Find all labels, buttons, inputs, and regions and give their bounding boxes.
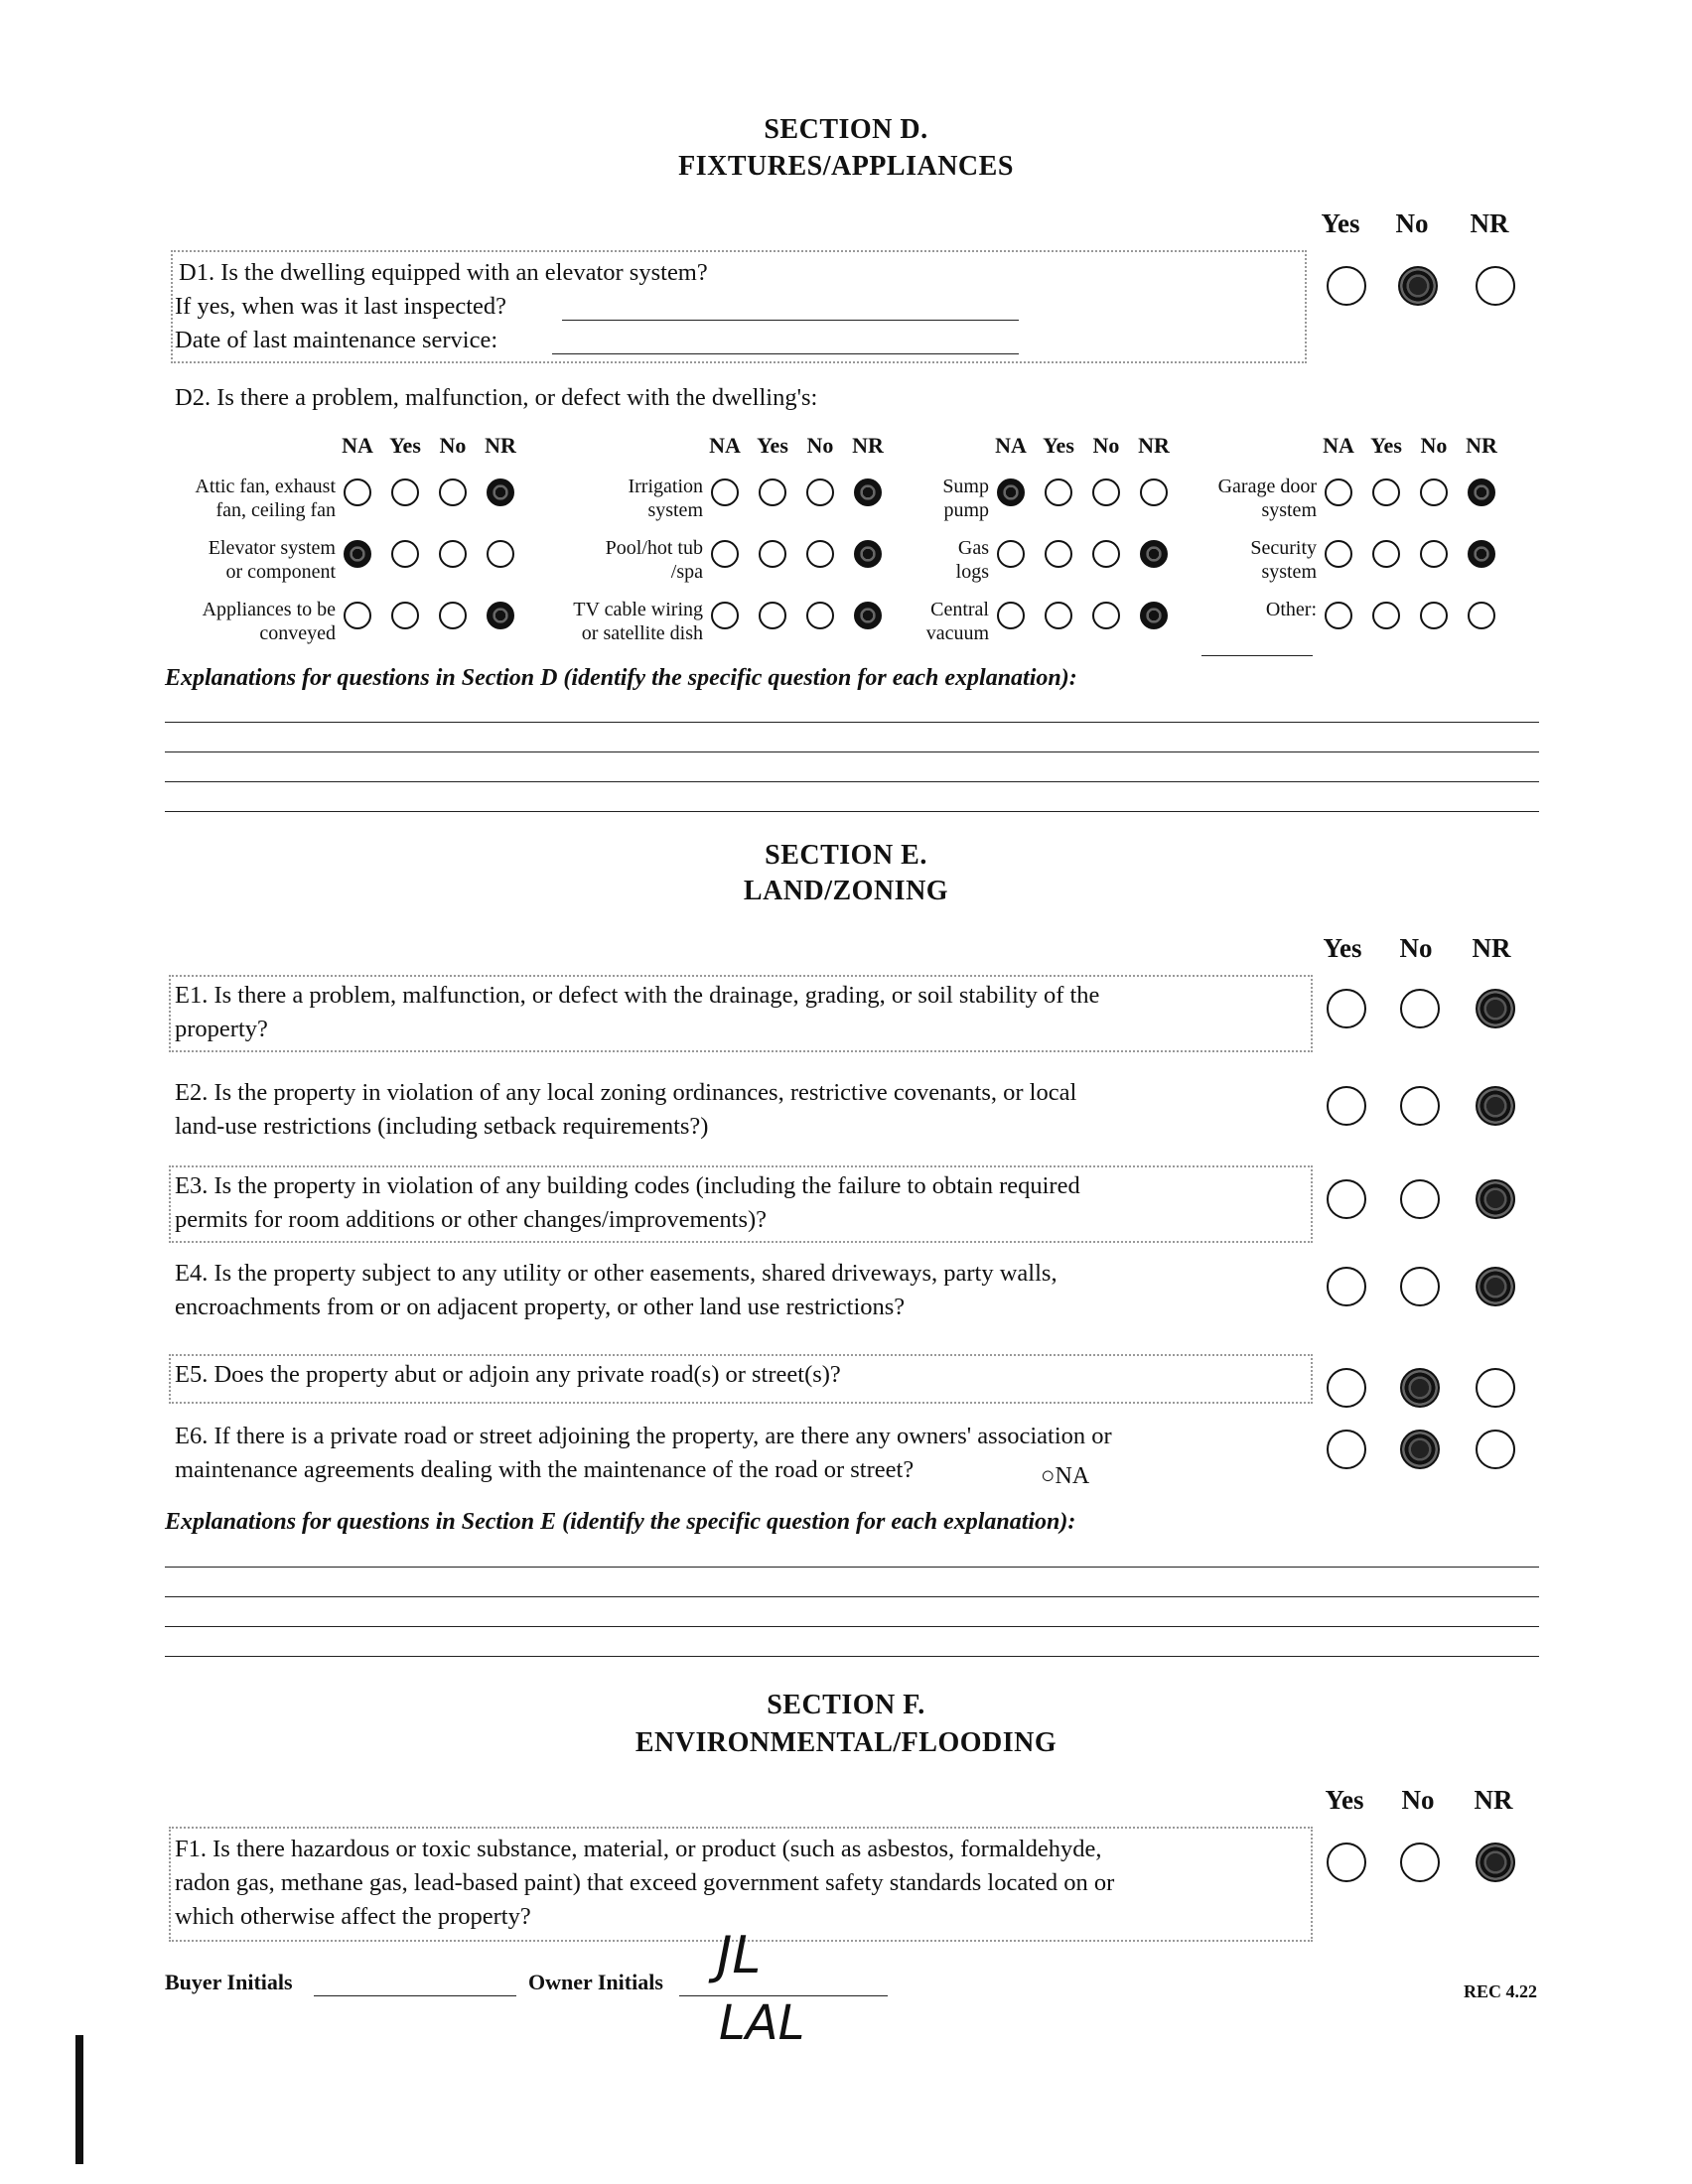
d2-item-yes-radio[interactable] <box>759 540 786 568</box>
d2-group3-no-header: No <box>1092 433 1120 458</box>
d2-item-na-radio[interactable] <box>1325 540 1352 568</box>
d2-item-label-line1: Appliances to be <box>202 599 336 620</box>
d2-item-no-radio[interactable] <box>1420 540 1448 568</box>
d2-item-no-radio[interactable] <box>1092 478 1120 506</box>
d2-group1-yes-header: Yes <box>389 433 421 458</box>
e1-yes-radio[interactable] <box>1327 989 1366 1028</box>
e1-question-line2: property? <box>175 1016 268 1042</box>
d2-group1-na-header: NA <box>342 433 373 458</box>
e5-nr-radio[interactable] <box>1476 1368 1515 1408</box>
d2-item-no-radio[interactable] <box>439 540 467 568</box>
owner-signature-1: JL <box>717 1926 762 1985</box>
e4-no-radio[interactable] <box>1400 1267 1440 1306</box>
d2-item-yes-radio[interactable] <box>759 478 786 506</box>
d2-item-no-radio[interactable] <box>1092 540 1120 568</box>
section-e-subtitle: LAND/ZONING <box>743 876 949 906</box>
buyer-initials-label: Buyer Initials <box>165 1970 293 1994</box>
f1-line-3: which otherwise affect the property? <box>175 1903 531 1930</box>
d1-inspected: If yes, when was it last inspected? <box>175 293 507 320</box>
f-col-nr: NR <box>1474 1785 1513 1815</box>
d2-item-na-radio[interactable] <box>711 540 739 568</box>
d2-item-na-radio[interactable] <box>1325 478 1352 506</box>
d1-no-radio[interactable] <box>1398 266 1438 306</box>
d2-item-no-radio[interactable] <box>439 602 467 629</box>
d2-item-yes-radio[interactable] <box>391 602 419 629</box>
d2-item-na-radio[interactable] <box>1325 602 1352 629</box>
d2-item-label <box>1118 536 1317 584</box>
e6-question-line1: E6. If there is a private road or street adjoining the property, are there any owners' association or <box>175 1423 1112 1449</box>
d2-item-label-line1: Irrigation <box>628 476 703 497</box>
e3-yes-radio[interactable] <box>1327 1179 1366 1219</box>
d2-item-yes-radio[interactable] <box>391 540 419 568</box>
e-col-yes: Yes <box>1323 933 1362 963</box>
other-line[interactable] <box>1201 655 1313 656</box>
d2-group3-yes-header: Yes <box>1043 433 1074 458</box>
d2-item-label-line1: Central <box>930 599 989 620</box>
d2-item-label-line1: Other: <box>1265 599 1317 620</box>
e-expl-line-2[interactable] <box>165 1596 1539 1597</box>
e-col-no: No <box>1399 933 1433 963</box>
d-explanations-label: Explanations for questions in Section D (identify the specific question for each explanation): <box>165 665 1077 691</box>
d2-item-label-line2: system <box>647 499 703 521</box>
d2-group4-na-header: NA <box>1323 433 1354 458</box>
d1-yes-radio[interactable] <box>1327 266 1366 306</box>
e4-yes-radio[interactable] <box>1327 1267 1366 1306</box>
d-col-no: No <box>1395 208 1429 238</box>
section-e-title: SECTION E. <box>765 840 927 871</box>
e6-question-line2: maintenance agreements dealing with the maintenance of the road or street? <box>175 1456 915 1483</box>
d2-item-na-radio[interactable] <box>344 540 371 568</box>
d2-item-label <box>790 536 989 584</box>
d2-group1-no-header: No <box>439 433 467 458</box>
margin-mark <box>75 2035 83 2164</box>
e4-question-line1: E4. Is the property subject to any utility or other easements, shared driveways, party walls, <box>175 1260 1058 1287</box>
d2-item-yes-radio[interactable] <box>1045 478 1072 506</box>
d2-item-nr-radio[interactable] <box>1468 478 1495 506</box>
d2-item-label-line2: /spa <box>670 561 703 583</box>
f1-no-radio[interactable] <box>1400 1843 1440 1882</box>
d2-item-label-line2: logs <box>955 561 989 583</box>
d2-item-yes-radio[interactable] <box>1045 602 1072 629</box>
f-col-no: No <box>1401 1785 1435 1815</box>
d2-group2-nr-header: NR <box>852 433 884 458</box>
e-col-nr: NR <box>1472 933 1511 963</box>
d2-item-label-line1: TV cable wiring <box>573 599 703 620</box>
f1-line-1: F1. Is there hazardous or toxic substance, material, or product (such as asbestos, formaldehyde, <box>175 1836 1102 1862</box>
d2-item-label <box>1118 598 1317 621</box>
d1-maintenance: Date of last maintenance service: <box>175 327 498 353</box>
e5-yes-radio[interactable] <box>1327 1368 1366 1408</box>
d2-item-na-radio[interactable] <box>997 478 1025 506</box>
e1-nr-radio[interactable] <box>1476 989 1515 1028</box>
e6-na-label: ○NA <box>1041 1463 1090 1489</box>
d2-item-label <box>1118 475 1317 522</box>
d2-group2-na-header: NA <box>709 433 741 458</box>
d2-group4-nr-header: NR <box>1466 433 1497 458</box>
d2-item-label-line1: Elevator system <box>208 537 336 559</box>
owner-signature-2: LAL <box>719 1995 805 2051</box>
section-d-title: SECTION D. <box>764 114 928 145</box>
d2-group3-na-header: NA <box>995 433 1027 458</box>
e4-nr-radio[interactable] <box>1476 1267 1515 1306</box>
e2-question-line1: E2. Is the property in violation of any local zoning ordinances, restrictive covenants, or local <box>175 1079 1077 1106</box>
d2-item-na-radio[interactable] <box>344 602 371 629</box>
buyer-initials-line[interactable] <box>314 1995 516 1996</box>
d2-item-label <box>504 475 703 522</box>
d2-item-label <box>790 475 989 522</box>
d-expl-line-4[interactable] <box>165 811 1539 812</box>
d2-item-label-line1: Attic fan, exhaust <box>195 476 336 497</box>
e3-question-line2: permits for room additions or other changes/improvements)? <box>175 1206 768 1233</box>
d1-maintenance-line[interactable] <box>552 353 1019 354</box>
owner-initials-label: Owner Initials <box>528 1970 663 1994</box>
d2-item-no-radio[interactable] <box>1420 602 1448 629</box>
d2-item-label <box>137 598 336 645</box>
e6-yes-radio[interactable] <box>1327 1430 1366 1469</box>
e1-question-line1: E1. Is there a problem, malfunction, or defect with the drainage, grading, or soil stability of the <box>175 982 1100 1009</box>
d-col-yes: Yes <box>1321 208 1360 238</box>
e-expl-line-4[interactable] <box>165 1656 1539 1657</box>
d2-group3-nr-header: NR <box>1138 433 1170 458</box>
e3-no-radio[interactable] <box>1400 1179 1440 1219</box>
d-expl-line-3[interactable] <box>165 781 1539 782</box>
d2-item-na-radio[interactable] <box>711 602 739 629</box>
d2-item-na-radio[interactable] <box>711 478 739 506</box>
d1-inspected-line[interactable] <box>562 320 1019 321</box>
e2-yes-radio[interactable] <box>1327 1086 1366 1126</box>
d1-question: D1. Is the dwelling equipped with an elevator system? <box>179 259 708 286</box>
d2-group4-yes-header: Yes <box>1370 433 1402 458</box>
d2-item-label-line2: or satellite dish <box>581 622 703 644</box>
d-col-nr: NR <box>1470 208 1509 238</box>
d2-item-yes-radio[interactable] <box>1372 478 1400 506</box>
e-expl-line-3[interactable] <box>165 1626 1539 1627</box>
d2-group2-no-header: No <box>806 433 834 458</box>
e6-no-radio[interactable] <box>1400 1430 1440 1469</box>
section-f-title: SECTION F. <box>767 1690 925 1720</box>
d2-item-na-radio[interactable] <box>997 540 1025 568</box>
d2-item-label-line2: conveyed <box>259 622 336 644</box>
d-expl-line-2[interactable] <box>165 751 1539 752</box>
d2-item-na-radio[interactable] <box>344 478 371 506</box>
e-expl-line-1[interactable] <box>165 1567 1539 1568</box>
e3-nr-radio[interactable] <box>1476 1179 1515 1219</box>
f-col-yes: Yes <box>1325 1785 1364 1815</box>
e2-nr-radio[interactable] <box>1476 1086 1515 1126</box>
e2-no-radio[interactable] <box>1400 1086 1440 1126</box>
d2-item-label-line1: Pool/hot tub <box>605 537 703 559</box>
d2-item-label-line2: vacuum <box>925 622 989 644</box>
e3-question-line1: E3. Is the property in violation of any building codes (including the failure to obtain required <box>175 1172 1080 1199</box>
d2-item-label-line1: Sump <box>942 476 989 497</box>
e1-no-radio[interactable] <box>1400 989 1440 1028</box>
d2-item-label-line1: Gas <box>957 537 989 559</box>
e5-question-line1: E5. Does the property abut or adjoin any private road(s) or street(s)? <box>175 1361 841 1388</box>
d2-item-label-line2: system <box>1261 561 1317 583</box>
d2-question: D2. Is there a problem, malfunction, or defect with the dwelling's: <box>175 384 818 411</box>
d2-item-label-line2: pump <box>943 499 989 521</box>
d2-item-label-line1: Security <box>1250 537 1317 559</box>
e-explanations-label: Explanations for questions in Section E (identify the specific question for each explanation): <box>165 1509 1076 1535</box>
d2-item-no-radio[interactable] <box>1420 478 1448 506</box>
f1-yes-radio[interactable] <box>1327 1843 1366 1882</box>
d2-item-label <box>137 536 336 584</box>
f1-nr-radio[interactable] <box>1476 1843 1515 1882</box>
d2-item-label-line1: Garage door <box>1217 476 1317 497</box>
e6-nr-radio[interactable] <box>1476 1430 1515 1469</box>
d2-item-label <box>790 598 989 645</box>
d2-item-yes-radio[interactable] <box>1372 540 1400 568</box>
d1-nr-radio[interactable] <box>1476 266 1515 306</box>
e2-question-line2: land-use restrictions (including setback requirements?) <box>175 1113 709 1140</box>
d2-item-label <box>504 536 703 584</box>
e5-no-radio[interactable] <box>1400 1368 1440 1408</box>
d2-group4-no-header: No <box>1420 433 1448 458</box>
section-d-subtitle: FIXTURES/APPLIANCES <box>678 151 1014 182</box>
form-code: REC 4.22 <box>1464 1981 1538 2001</box>
d2-item-nr-radio[interactable] <box>1468 540 1495 568</box>
d2-group1-nr-header: NR <box>485 433 516 458</box>
d-expl-line-1[interactable] <box>165 722 1539 723</box>
d2-item-no-radio[interactable] <box>1092 602 1120 629</box>
d2-item-nr-radio[interactable] <box>1468 602 1495 629</box>
d2-group2-yes-header: Yes <box>757 433 788 458</box>
d2-item-no-radio[interactable] <box>439 478 467 506</box>
d2-item-na-radio[interactable] <box>997 602 1025 629</box>
d2-item-yes-radio[interactable] <box>759 602 786 629</box>
e4-question-line2: encroachments from or on adjacent property, or other land use restrictions? <box>175 1294 906 1320</box>
d2-item-yes-radio[interactable] <box>1045 540 1072 568</box>
section-f-subtitle: ENVIRONMENTAL/FLOODING <box>634 1727 1058 1758</box>
d2-item-yes-radio[interactable] <box>1372 602 1400 629</box>
d2-item-label-line2: system <box>1261 499 1317 521</box>
d2-item-yes-radio[interactable] <box>391 478 419 506</box>
d2-item-label <box>504 598 703 645</box>
f1-line-2: radon gas, methane gas, lead-based paint) that exceed government safety standards located on or <box>175 1869 1115 1896</box>
d2-item-label-line2: fan, ceiling fan <box>215 499 336 521</box>
d2-item-label <box>137 475 336 522</box>
d2-item-label-line2: or component <box>225 561 336 583</box>
